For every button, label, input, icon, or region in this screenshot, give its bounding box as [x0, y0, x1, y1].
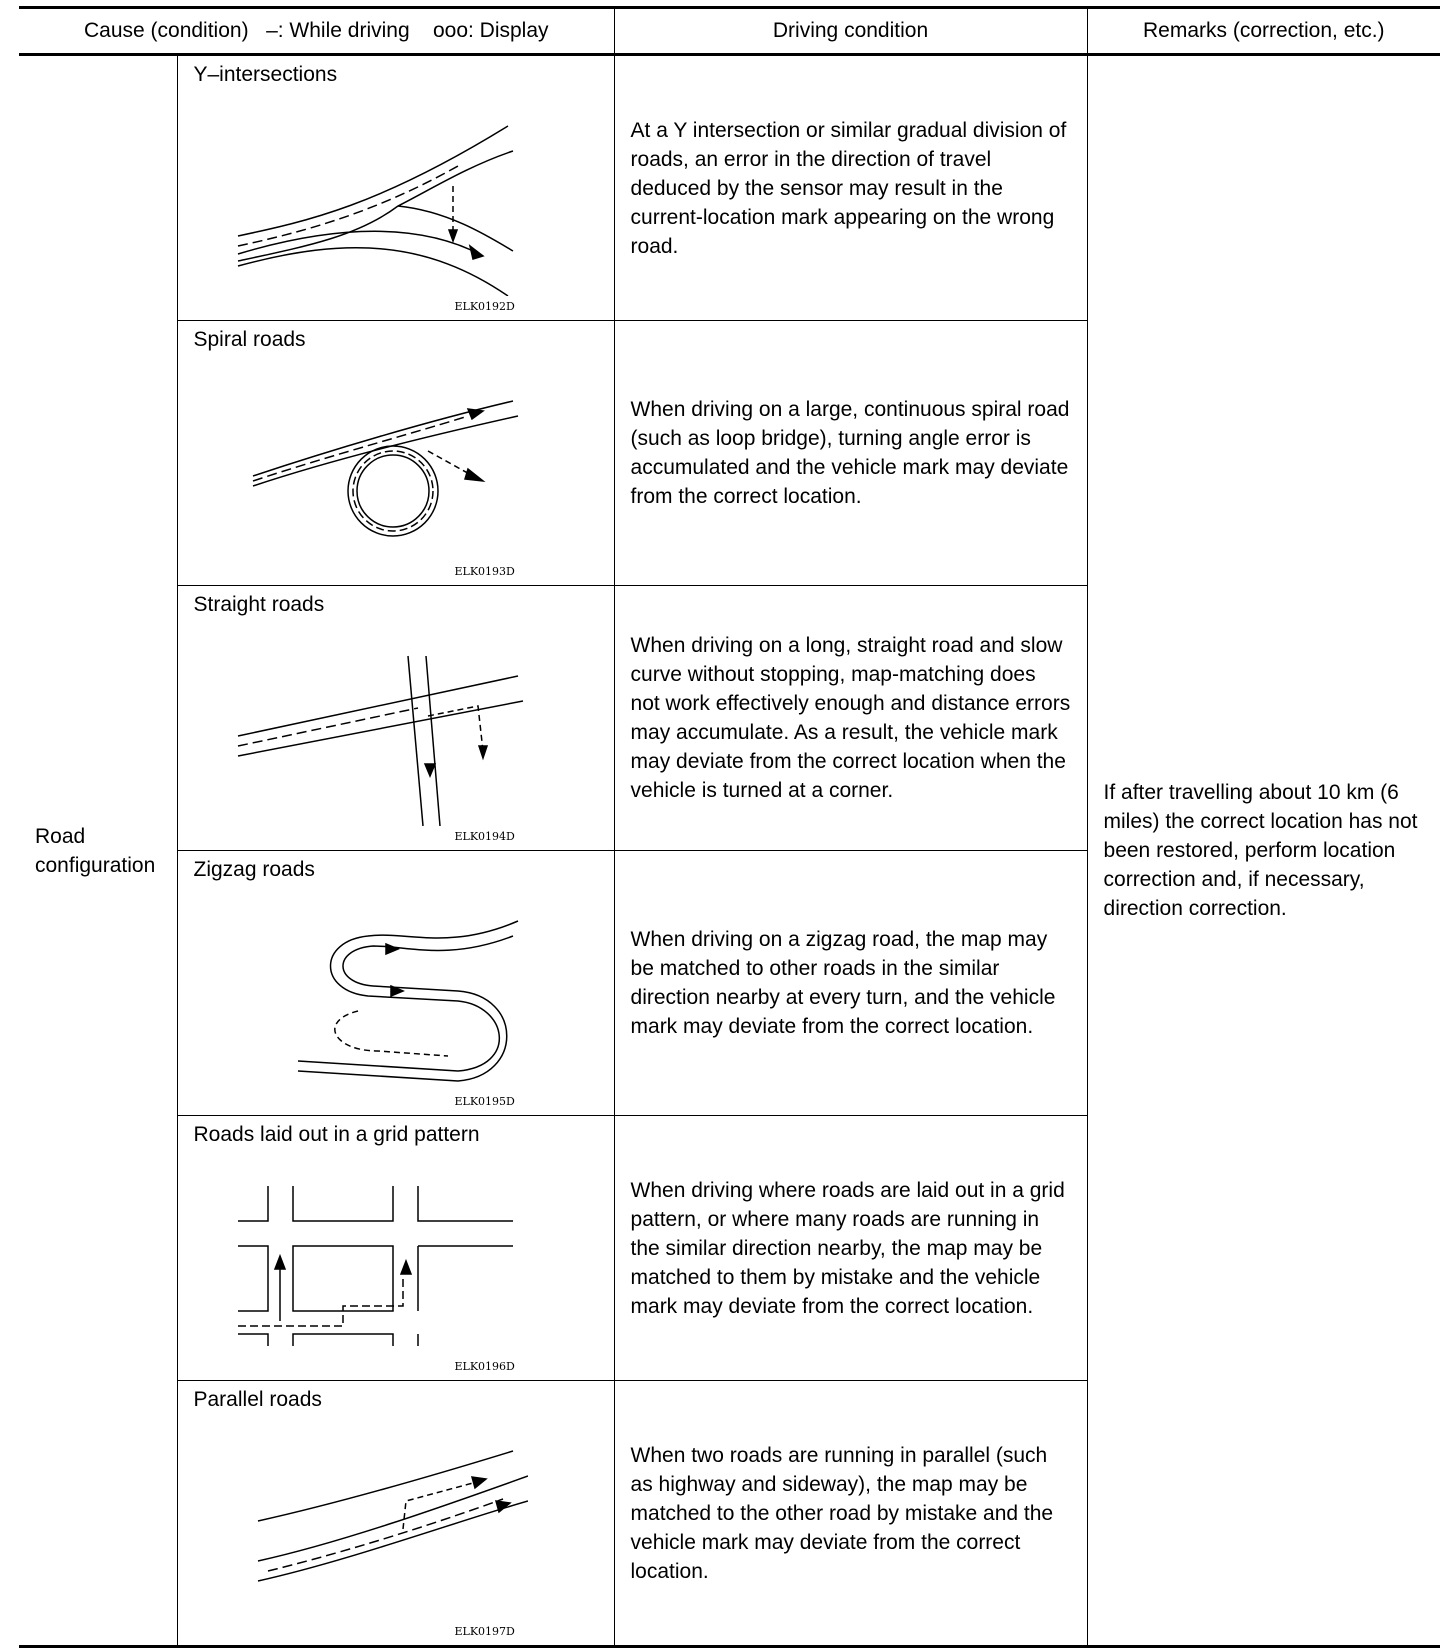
- table-row: [19, 55, 1440, 321]
- figure-code: ELK0193D: [454, 565, 515, 578]
- figure-cell: [177, 1381, 614, 1647]
- figure-label: Roads laid out in a grid pattern: [193, 1123, 480, 1146]
- header-driving-condition: Driving condition: [614, 8, 1087, 55]
- zigzag-road-diagram: [228, 891, 528, 1091]
- figure-cell: [177, 1116, 614, 1381]
- figure-cell: [177, 55, 614, 321]
- driving-condition-text: When driving where roads are laid out in a grid pattern, or where many roads are running in the similar direction nearby, the map may be matched to them by mistake and the vehicle mark may deviate from the correct location.: [614, 1116, 1087, 1381]
- figure-code: ELK0194D: [454, 830, 515, 843]
- figure-label: Zigzag roads: [193, 858, 315, 881]
- road-configuration-table: [19, 6, 1440, 1648]
- header-remarks: Remarks (correction, etc.): [1087, 8, 1440, 55]
- remarks-cell: If after travelling about 10 km (6 miles) the correct location has not been restored, perform location correction and, if necessary, direction correction.: [1087, 55, 1440, 1647]
- header-cause: Cause (condition) –: While driving ooo: Display: [19, 8, 614, 55]
- grid-road-diagram: [228, 1156, 528, 1356]
- figure-cell: [177, 586, 614, 851]
- figure-cell: [177, 851, 614, 1116]
- figure-code: ELK0192D: [454, 300, 515, 313]
- figure-code: ELK0195D: [454, 1095, 515, 1108]
- straight-road-diagram: [228, 626, 528, 826]
- figure-cell: [177, 321, 614, 586]
- driving-condition-text: When two roads are running in parallel (such as highway and sideway), the map may be matched to the other road by mistake and the vehicle mark may deviate from the correct location.: [614, 1381, 1087, 1647]
- driving-condition-text: When driving on a large, continuous spiral road (such as loop bridge), turning angle error is accumulated and the vehicle mark may deviate from the correct location.: [614, 321, 1087, 586]
- spiral-road-diagram: [228, 361, 528, 561]
- parallel-road-diagram: [228, 1421, 528, 1621]
- figure-label: Y–intersections: [193, 63, 338, 86]
- figure-label: Straight roads: [193, 593, 325, 616]
- table-header: [19, 8, 1440, 55]
- driving-condition-text: At a Y intersection or similar gradual division of roads, an error in the direction of travel deduced by the sensor may result in the current-location mark appearing on the wrong road.: [614, 55, 1087, 321]
- y-intersection-diagram: [228, 96, 528, 296]
- driving-condition-text: When driving on a zigzag road, the map may be matched to other roads in the similar direction nearby at every turn, and the vehicle mark may deviate from the correct location.: [614, 851, 1087, 1116]
- driving-condition-text: When driving on a long, straight road and slow curve without stopping, map-matching does not work effectively enough and distance errors may accumulate. As a result, the vehicle mark may deviate from the correct location when the vehicle is turned at a corner.: [614, 586, 1087, 851]
- figure-label: Parallel roads: [193, 1388, 322, 1411]
- figure-label: Spiral roads: [193, 328, 306, 351]
- figure-code: ELK0197D: [454, 1625, 515, 1638]
- cause-cell: Road configuration: [19, 55, 177, 1647]
- figure-code: ELK0196D: [454, 1360, 515, 1373]
